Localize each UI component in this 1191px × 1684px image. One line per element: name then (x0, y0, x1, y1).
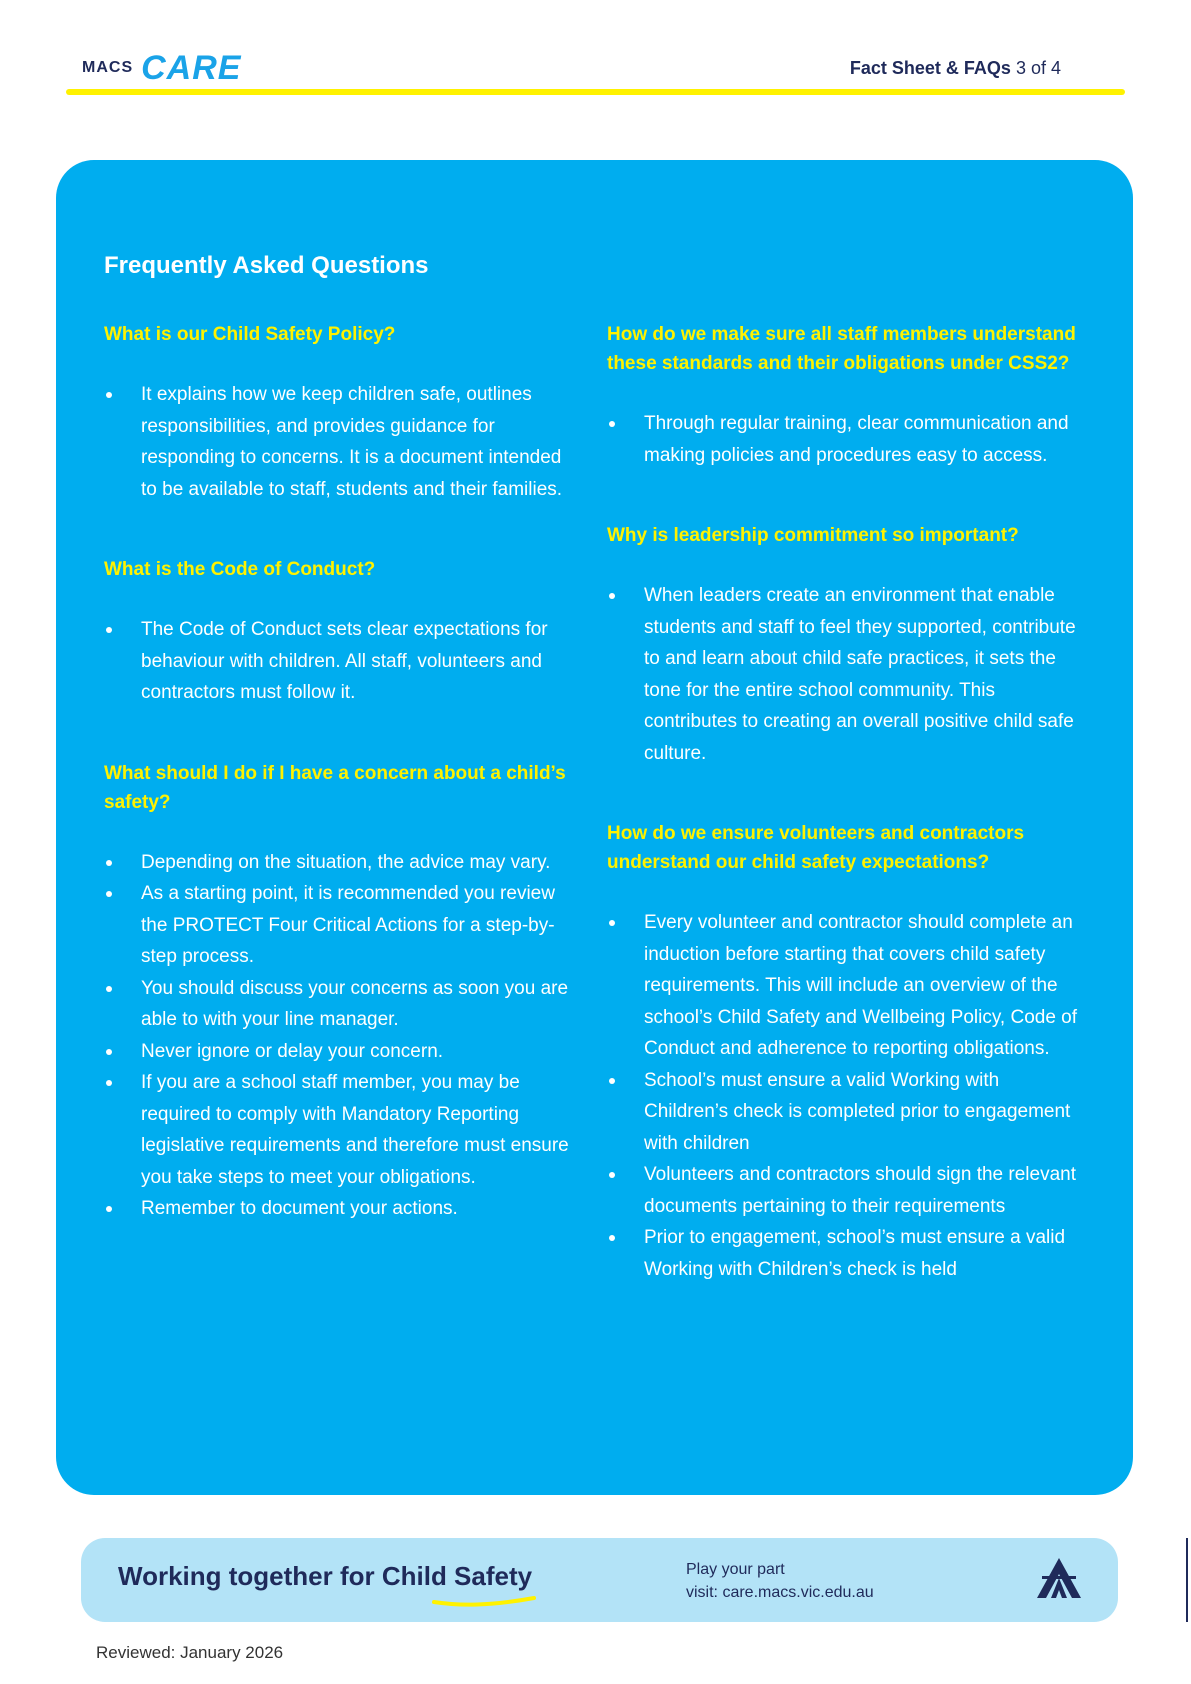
faq-item (104, 320, 574, 505)
tagline-underline-squiggle (430, 1594, 540, 1608)
faq-title: Frequently Asked Questions (104, 252, 429, 279)
faq-answer-list (607, 907, 1087, 1285)
faq-answer-list (104, 379, 574, 505)
page-indicator: 3 of 4 (1015, 58, 1061, 78)
faq-answer: When leaders create an environment that enable students and staff to feel they supported, contribute to and learn about child safe practices, it sets the tone for the entire school community. This contributes to creating an overall positive child safe culture. (607, 580, 1087, 769)
play-your-part-text: Play your part (686, 1561, 785, 1578)
faq-question: What is our Child Safety Policy? (104, 324, 396, 345)
faq-answer: Through regular training, clear communication and making policies and procedures easy to access. (607, 408, 1087, 471)
faq-answer: School’s must ensure a valid Working with Children’s check is completed prior to engagement with children (607, 1065, 1087, 1160)
page-label (850, 58, 1061, 79)
edge-marker (1186, 1538, 1188, 1622)
faq-item (607, 320, 1087, 471)
faq-answer-list (607, 408, 1087, 471)
faq-answer: The Code of Conduct sets clear expectations for behaviour with children. All staff, volunteers and contractors must follow it. (104, 614, 574, 709)
macs-emblem-icon (1034, 1556, 1084, 1600)
faq-question: What should I do if I have a concern about a child’s safety? (104, 762, 566, 813)
faq-answer: Never ignore or delay your concern. (104, 1036, 574, 1068)
faq-question: What is the Code of Conduct? (104, 559, 376, 580)
logo-macs-text: MACS (82, 59, 134, 76)
reviewed-date: Reviewed: January 2026 (96, 1643, 284, 1662)
faq-answer: Depending on the situation, the advice may vary. (104, 847, 574, 879)
faq-item (104, 555, 574, 709)
faq-answer: Prior to engagement, school’s must ensure a valid Working with Children’s check is held (607, 1222, 1087, 1285)
faq-answer-list (607, 580, 1087, 769)
faq-answer: Remember to document your actions. (104, 1193, 574, 1225)
faq-answer: You should discuss your concerns as soon you are able to with your line manager. (104, 973, 574, 1036)
page-header (0, 0, 1191, 100)
faq-question: How do we ensure volunteers and contractors understand our child safety expectations? (607, 823, 1025, 873)
faq-question: Why is leadership commitment so important? (607, 525, 1019, 546)
faq-answer: Every volunteer and contractor should complete an induction before starting that covers child safety requirements. This will include an overview of the school’s Child Safety and Wellbeing Policy, Code of Conduct and adherence to reporting obligations. (607, 907, 1087, 1065)
faq-answer: If you are a school staff member, you may be required to comply with Mandatory Reporting legislative requirements and therefore must ensure you take steps to meet your obligations. (104, 1067, 574, 1193)
footer-play-block (686, 1558, 874, 1604)
faq-right-column (607, 320, 1087, 1335)
header-divider (66, 89, 1125, 95)
faq-item (607, 819, 1087, 1285)
faq-answer-list (104, 614, 574, 709)
faq-answer: It explains how we keep children safe, outlines responsibilities, and provides guidance for responding to concerns. It is a document intended to be available to staff, students and their families. (104, 379, 574, 505)
macs-care-logo (82, 48, 241, 88)
faq-item (607, 521, 1087, 769)
faq-question: How do we make sure all staff members understand these standards and their obligations under CSS2? (607, 324, 1076, 374)
visit-link[interactable]: visit: care.macs.vic.edu.au (686, 1584, 874, 1601)
footer-tagline: Working together for Child Safety (118, 1561, 533, 1591)
faq-item (104, 759, 574, 1225)
faq-answer: Volunteers and contractors should sign the relevant documents pertaining to their requirements (607, 1159, 1087, 1222)
faq-answer: As a starting point, it is recommended you review the PROTECT Four Critical Actions for a step-by-step process. (104, 878, 574, 973)
faq-answer-list (104, 847, 574, 1225)
sheet-label: Fact Sheet & FAQs (849, 58, 1011, 78)
faq-left-column (104, 320, 574, 1275)
logo-care-text: CARE (141, 48, 242, 87)
